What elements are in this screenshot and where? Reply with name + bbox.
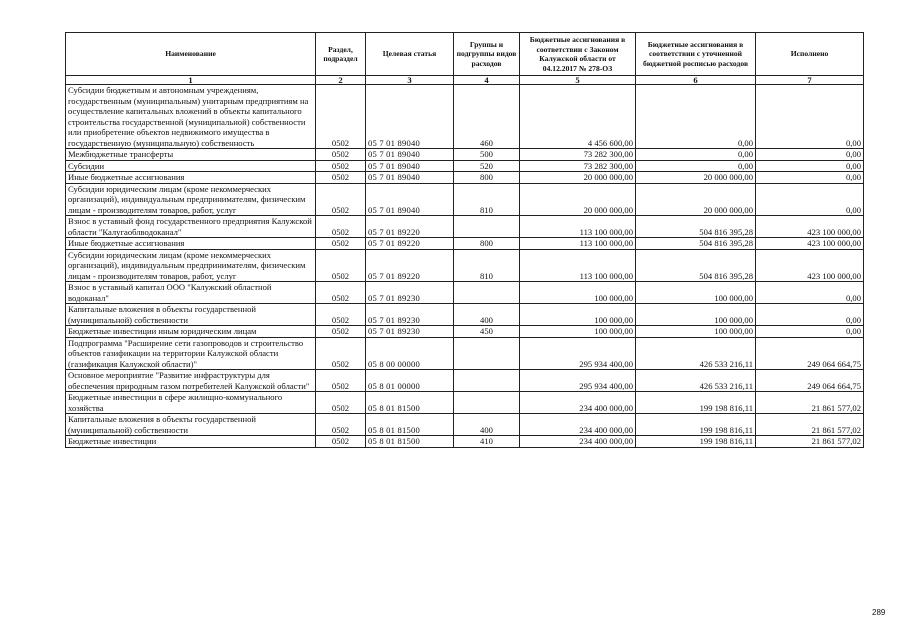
table-row [66,392,864,414]
table-row [66,238,864,250]
cell-refined: 20 000 000,00 [636,172,756,184]
cell-section: 0502 [316,370,366,392]
cell-refined: 504 816 395,28 [636,249,756,282]
table-row [66,85,864,149]
cell-law: 4 456 600,00 [520,85,636,149]
table-row [66,160,864,172]
cell-name: Иные бюджетные ассигнования [66,172,316,184]
cell-group: 520 [454,160,520,172]
cell-section: 0502 [316,392,366,414]
header-executed: Исполнено [756,33,864,76]
cell-executed: 0,00 [756,326,864,338]
cell-law: 100 000,00 [520,304,636,326]
cell-name: Субсидии юридическим лицам (кроме некоммерческих организаций), индивидуальным предпринимателям, физическим лицам - производителям товаров, работ, услуг [66,249,316,282]
cell-target: 05 7 01 89230 [366,304,454,326]
cell-law: 73 282 300,00 [520,149,636,161]
cell-name: Бюджетные инвестиции [66,436,316,448]
cell-executed: 423 100 000,00 [756,216,864,238]
cell-target: 05 7 01 89220 [366,216,454,238]
cell-target: 05 8 01 81500 [366,414,454,436]
cell-section: 0502 [316,149,366,161]
cell-group [454,282,520,304]
cell-target: 05 7 01 89040 [366,160,454,172]
cell-name: Бюджетные инвестиции иным юридическим лицам [66,326,316,338]
cell-executed: 249 064 664,75 [756,370,864,392]
cell-group: 400 [454,304,520,326]
cell-target: 05 7 01 89220 [366,249,454,282]
table-row [66,149,864,161]
cell-refined: 199 198 816,11 [636,414,756,436]
cell-name: Капитальные вложения в объекты государственной (муниципальной) собственности [66,414,316,436]
column-number: 1 [66,76,316,85]
cell-name: Субсидии юридическим лицам (кроме некоммерческих организаций), индивидуальным предпринимателям, физическим лицам - производителям товаров, работ, услуг [66,183,316,216]
cell-section: 0502 [316,183,366,216]
cell-group [454,370,520,392]
cell-law: 113 100 000,00 [520,216,636,238]
cell-section: 0502 [316,238,366,250]
cell-group: 450 [454,326,520,338]
cell-executed: 0,00 [756,183,864,216]
cell-refined: 0,00 [636,149,756,161]
cell-target: 05 7 01 89040 [366,85,454,149]
cell-section: 0502 [316,282,366,304]
cell-law: 100 000,00 [520,282,636,304]
cell-law: 20 000 000,00 [520,172,636,184]
cell-target: 05 7 01 89230 [366,326,454,338]
cell-section: 0502 [316,337,366,370]
cell-name: Капитальные вложения в объекты государственной (муниципальной) собственности [66,304,316,326]
cell-section: 0502 [316,304,366,326]
cell-section: 0502 [316,414,366,436]
cell-refined: 0,00 [636,85,756,149]
cell-section: 0502 [316,249,366,282]
cell-target: 05 7 01 89220 [366,238,454,250]
cell-law: 100 000,00 [520,326,636,338]
cell-executed: 423 100 000,00 [756,238,864,250]
header-group: Группы и подгруппы видов расходов [454,33,520,76]
column-number: 5 [520,76,636,85]
table-row [66,326,864,338]
cell-section: 0502 [316,160,366,172]
table-row [66,216,864,238]
cell-name: Бюджетные инвестиции в сфере жилищно-коммунального хозяйства [66,392,316,414]
cell-refined: 20 000 000,00 [636,183,756,216]
cell-group: 500 [454,149,520,161]
cell-law: 73 282 300,00 [520,160,636,172]
column-number: 3 [366,76,454,85]
cell-executed: 21 861 577,02 [756,392,864,414]
cell-name: Подпрограмма "Расширение сети газопроводов и строительство объектов газификации на территории Калужской области (газификация Калужской области)" [66,337,316,370]
cell-law: 234 400 000,00 [520,414,636,436]
cell-executed: 0,00 [756,172,864,184]
cell-name: Взнос в уставный фонд государственного предприятия Калужской области "Калугаоблводоканал" [66,216,316,238]
cell-refined: 100 000,00 [636,304,756,326]
cell-executed: 0,00 [756,282,864,304]
table-row [66,337,864,370]
cell-executed: 0,00 [756,304,864,326]
cell-law: 234 400 000,00 [520,436,636,448]
cell-group: 800 [454,238,520,250]
cell-section: 0502 [316,326,366,338]
cell-target: 05 7 01 89230 [366,282,454,304]
cell-law: 20 000 000,00 [520,183,636,216]
cell-target: 05 7 01 89040 [366,172,454,184]
cell-refined: 0,00 [636,160,756,172]
cell-refined: 504 816 395,28 [636,238,756,250]
cell-section: 0502 [316,436,366,448]
cell-refined: 199 198 816,11 [636,392,756,414]
cell-name: Взнос в уставный капитал ООО "Калужский областной водоканал" [66,282,316,304]
table-body [66,85,864,448]
cell-target: 05 8 00 00000 [366,337,454,370]
cell-group: 800 [454,172,520,184]
column-number: 4 [454,76,520,85]
cell-law: 295 934 400,00 [520,337,636,370]
cell-name: Субсидии [66,160,316,172]
column-number-row [66,76,864,85]
cell-refined: 100 000,00 [636,282,756,304]
budget-table [65,32,864,448]
cell-executed: 0,00 [756,160,864,172]
table-row [66,172,864,184]
table-row [66,282,864,304]
table-row [66,183,864,216]
cell-target: 05 8 01 00000 [366,370,454,392]
cell-refined: 100 000,00 [636,326,756,338]
cell-law: 234 400 000,00 [520,392,636,414]
cell-name: Основное мероприятие "Развитие инфраструктуры для обеспечения природным газом потребителей Калужской области" [66,370,316,392]
cell-section: 0502 [316,85,366,149]
cell-group [454,216,520,238]
cell-law: 113 100 000,00 [520,249,636,282]
cell-executed: 0,00 [756,149,864,161]
cell-section: 0502 [316,172,366,184]
cell-target: 05 8 01 81500 [366,436,454,448]
table-row [66,304,864,326]
cell-section: 0502 [316,216,366,238]
cell-executed: 423 100 000,00 [756,249,864,282]
cell-group: 400 [454,414,520,436]
cell-name: Субсидии бюджетным и автономным учреждениям, государственным (муниципальным) унитарным предприятиям на осуществление капитальных вложений в объекты капитального строительства государственной (муниципальной) собственности или приобретение объектов недвижимого имущества в государственную (муниципальную) собственность [66,85,316,149]
cell-refined: 199 198 816,11 [636,436,756,448]
header-law: Бюджетные ассигнования в соответствии с Законом Калужской области от 04.12.2017 № 278-ОЗ [520,33,636,76]
column-number: 6 [636,76,756,85]
cell-law: 113 100 000,00 [520,238,636,250]
header-target: Целевая статья [366,33,454,76]
table-row [66,249,864,282]
cell-group: 460 [454,85,520,149]
cell-refined: 504 816 395,28 [636,216,756,238]
cell-executed: 0,00 [756,85,864,149]
table-row [66,414,864,436]
cell-group [454,392,520,414]
header-name: Наименование [66,33,316,76]
column-number: 2 [316,76,366,85]
cell-name: Межбюджетные трансферты [66,149,316,161]
cell-executed: 21 861 577,02 [756,414,864,436]
cell-name: Иные бюджетные ассигнования [66,238,316,250]
cell-law: 295 934 400,00 [520,370,636,392]
cell-target: 05 8 01 81500 [366,392,454,414]
table-row [66,370,864,392]
header-row [66,33,864,76]
column-number: 7 [756,76,864,85]
cell-group: 810 [454,249,520,282]
page-number: 289 [872,608,886,617]
cell-executed: 249 064 664,75 [756,337,864,370]
cell-refined: 426 533 216,11 [636,337,756,370]
cell-group [454,337,520,370]
cell-executed: 21 861 577,02 [756,436,864,448]
cell-group: 810 [454,183,520,216]
cell-target: 05 7 01 89040 [366,149,454,161]
cell-refined: 426 533 216,11 [636,370,756,392]
cell-group: 410 [454,436,520,448]
header-refined: Бюджетные ассигнования в соответствии с уточненной бюджетной росписью расходов [636,33,756,76]
header-section: Раздел, подраздел [316,33,366,76]
cell-target: 05 7 01 89040 [366,183,454,216]
table-row [66,436,864,448]
